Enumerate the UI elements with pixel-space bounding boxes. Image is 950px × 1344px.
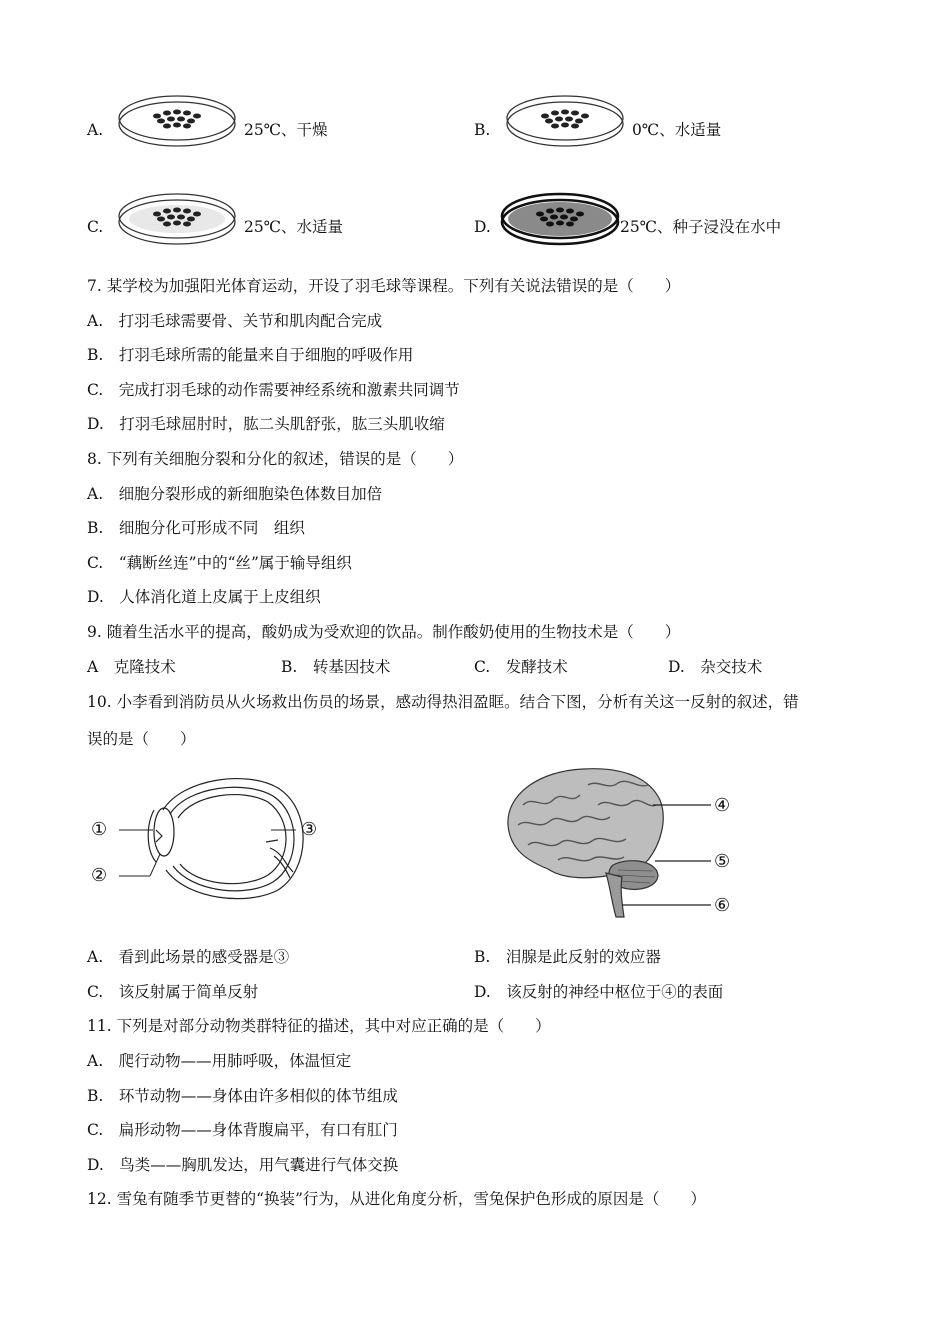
brain-label-5: ⑤: [714, 851, 731, 872]
q9-option-d: D. 杂交技术: [668, 658, 763, 676]
q8-option-c: C. “藕断丝连”中的“丝”属于输导组织: [87, 554, 352, 572]
q11-option-b: B. 环节动物——身体由许多相似的体节组成: [87, 1087, 398, 1105]
q10-stem-line2: 误的是（ ）: [87, 730, 196, 748]
q10-option-c: C. 该反射属于简单反射: [87, 983, 259, 1001]
petri-dish-a-icon: [117, 88, 239, 150]
q8-option-d: D. 人体消化道上皮属于上皮组织: [87, 588, 321, 606]
q6-option-c-condition: 25℃、水适量: [244, 218, 344, 236]
q6-option-b-letter: B.: [474, 121, 491, 139]
q11-option-c: C. 扁形动物——身体背腹扁平，有口有肛门: [87, 1121, 398, 1139]
eye-label-2: ②: [91, 865, 108, 886]
brain-diagram-icon: [498, 765, 743, 925]
q9-stem: 9. 随着生活水平的提高，酸奶成为受欢迎的饮品。制作酸奶使用的生物技术是（ ）: [87, 623, 681, 641]
q7-stem: 7. 某学校为加强阳光体育运动，开设了羽毛球等课程。下列有关说法错误的是（ ）: [87, 277, 681, 295]
q7-option-d: D. 打羽毛球屈肘时，肱二头肌舒张，肱三头肌收缩: [87, 415, 445, 433]
q10-stem-line1: 10. 小李看到消防员从火场救出伤员的场景，感动得热泪盈眶。结合下图，分析有关这一反射的叙述，错: [87, 693, 799, 711]
q6-option-a-condition: 25℃、干燥: [244, 121, 328, 139]
q8-stem: 8. 下列有关细胞分裂和分化的叙述，错误的是（ ）: [87, 450, 464, 468]
q11-stem: 11. 下列是对部分动物类群特征的描述，其中对应正确的是（ ）: [87, 1017, 551, 1035]
brain-label-6: ⑥: [714, 895, 731, 916]
q7-option-b: B. 打羽毛球所需的能量来自于细胞的呼吸作用: [87, 346, 414, 364]
q9-option-a: A 克隆技术: [87, 658, 176, 676]
q6-option-b-condition: 0℃、水适量: [632, 121, 722, 139]
q11-option-d: D. 鸟类——胸肌发达，用气囊进行气体交换: [87, 1156, 399, 1174]
eye-label-3: ③: [301, 819, 318, 840]
q10-option-d: D. 该反射的神经中枢位于④的表面: [474, 983, 724, 1001]
q6-option-a-letter: A.: [87, 121, 104, 139]
eye-label-1: ①: [91, 819, 108, 840]
petri-dish-d-icon: [500, 186, 622, 248]
q9-option-c: C. 发酵技术: [474, 658, 568, 676]
q12-stem: 12. 雪兔有随季节更替的“换装”行为，从进化角度分析，雪兔保护色形成的原因是（ ）: [87, 1190, 706, 1208]
q7-option-c: C. 完成打羽毛球的动作需要神经系统和激素共同调节: [87, 381, 460, 399]
q6-option-c-letter: C.: [87, 218, 104, 236]
q10-option-a: A. 看到此场景的感受器是③: [87, 948, 290, 966]
q10-option-b: B. 泪腺是此反射的效应器: [474, 948, 661, 966]
q8-option-b: B. 细胞分化可形成不同 组织: [87, 519, 305, 537]
petri-dish-c-icon: [117, 186, 239, 248]
petri-dish-b-icon: [505, 88, 627, 150]
q6-option-d-condition: 25℃、种子浸没在水中: [620, 218, 782, 236]
q7-option-a: A. 打羽毛球需要骨、关节和肌肉配合完成: [87, 312, 383, 330]
q9-option-b: B. 转基因技术: [281, 658, 391, 676]
brain-label-4: ④: [714, 795, 731, 816]
q6-option-d-letter: D.: [474, 218, 491, 236]
q8-option-a: A. 细胞分裂形成的新细胞染色体数目加倍: [87, 485, 383, 503]
q11-option-a: A. 爬行动物——用肺呼吸，体温恒定: [87, 1052, 352, 1070]
